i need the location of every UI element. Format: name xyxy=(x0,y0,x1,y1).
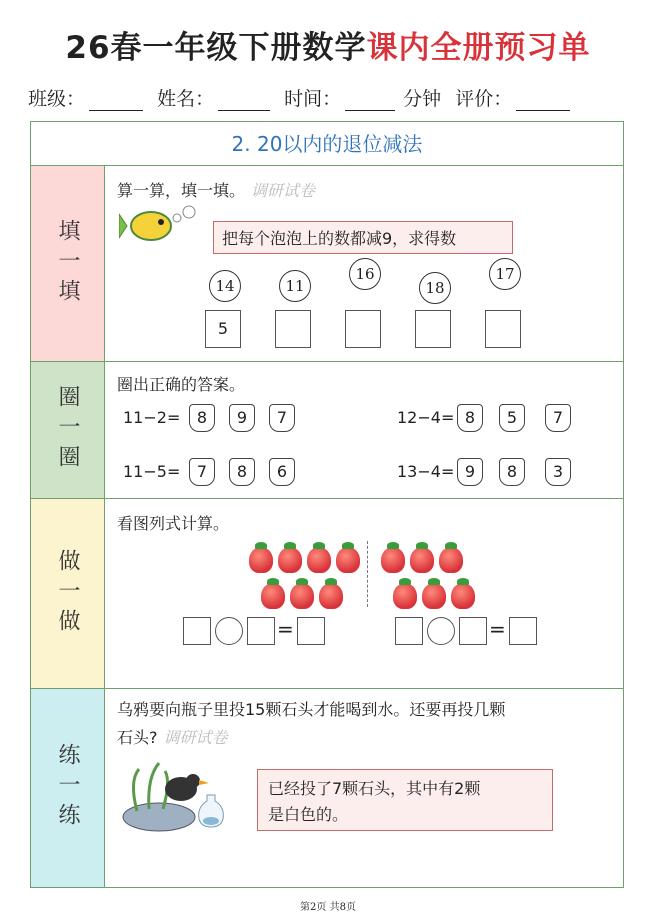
practice-question-line2: 石头? 调研试卷 xyxy=(117,728,228,747)
answer-box[interactable] xyxy=(485,310,521,348)
name-field[interactable] xyxy=(218,92,270,111)
strawberry-icon xyxy=(393,583,417,609)
name-label: 姓名： xyxy=(157,88,215,110)
strawberry-icon xyxy=(381,547,405,573)
worksheet-frame xyxy=(30,121,624,888)
fill-content xyxy=(105,166,623,361)
watermark: 调研试卷 xyxy=(163,728,228,747)
strawberry-icon xyxy=(290,583,314,609)
bubble: 14 xyxy=(209,270,241,302)
equation: 11−5= xyxy=(123,462,181,481)
strawberry-icon xyxy=(336,547,360,573)
page-title xyxy=(0,22,656,67)
page-footer: 第2页 共8页 xyxy=(300,902,356,913)
flower-option[interactable]: 8 xyxy=(189,404,215,432)
answer-box[interactable] xyxy=(345,310,381,348)
equation-box[interactable] xyxy=(459,617,487,645)
flower-option[interactable]: 7 xyxy=(189,458,215,486)
practice-question-line1: 乌鸦要向瓶子里投15颗石头才能喝到水。还要再投几颗 xyxy=(117,700,506,719)
circle-content xyxy=(105,362,623,498)
answer-box[interactable] xyxy=(415,310,451,348)
class-label: 班级： xyxy=(28,88,86,110)
watermark: 调研试卷 xyxy=(251,181,316,200)
time-field[interactable] xyxy=(345,92,395,111)
flower-option[interactable]: 8 xyxy=(457,404,483,432)
operator-circle[interactable] xyxy=(215,617,243,645)
bubble: 11 xyxy=(279,270,311,302)
row-fill xyxy=(31,166,623,362)
fish-icon xyxy=(119,204,199,248)
eval-label: 评价： xyxy=(455,88,513,110)
flower-option[interactable]: 9 xyxy=(457,458,483,486)
flower-option[interactable]: 6 xyxy=(269,458,295,486)
minute-label: 分钟 xyxy=(403,88,442,110)
flower-option[interactable]: 8 xyxy=(229,458,255,486)
side-label-do: 做一做 xyxy=(31,499,105,688)
practice-content xyxy=(105,689,623,887)
time-label: 时间： xyxy=(284,88,342,110)
fill-instruction: 算一算，填一填。 调研试卷 xyxy=(117,181,316,200)
equation-box[interactable] xyxy=(247,617,275,645)
equation: 12−4= xyxy=(397,408,455,427)
student-info-line xyxy=(28,84,578,111)
side-label-practice: 练一练 xyxy=(31,689,105,887)
strawberry-icon xyxy=(307,547,331,573)
flower-option[interactable]: 5 xyxy=(499,404,525,432)
strawberry-icon xyxy=(278,547,302,573)
equation-box[interactable] xyxy=(183,617,211,645)
bubble: 17 xyxy=(489,258,521,290)
fill-note: 把每个泡泡上的数都减9，求得数 xyxy=(213,221,513,254)
equation-box[interactable] xyxy=(509,617,537,645)
equation: 13−4= xyxy=(397,462,455,481)
bubble: 18 xyxy=(419,272,451,304)
strawberry-icon xyxy=(422,583,446,609)
answer-box[interactable] xyxy=(275,310,311,348)
equals-sign: = xyxy=(277,617,294,641)
do-instruction: 看图列式计算。 xyxy=(117,514,230,533)
equation-box[interactable] xyxy=(297,617,325,645)
class-field[interactable] xyxy=(89,92,143,111)
equation: 11−2= xyxy=(123,408,181,427)
strawberry-icon xyxy=(410,547,434,573)
section-title: 2. 20以内的退位减法 xyxy=(31,122,623,166)
bubble: 16 xyxy=(349,258,381,290)
strawberry-icon xyxy=(439,547,463,573)
do-content xyxy=(105,499,623,688)
equals-sign: = xyxy=(489,617,506,641)
operator-circle[interactable] xyxy=(427,617,455,645)
equation-box[interactable] xyxy=(395,617,423,645)
side-label-fill: 填一填 xyxy=(31,166,105,361)
row-do xyxy=(31,499,623,689)
answer-box[interactable]: 5 xyxy=(205,310,241,348)
flower-option[interactable]: 7 xyxy=(545,404,571,432)
title-accent: 课内全册预习单 xyxy=(366,30,591,66)
strawberry-icon xyxy=(261,583,285,609)
flower-option[interactable]: 7 xyxy=(269,404,295,432)
practice-note: 已经投了7颗石头，其中有2颗 是白色的。 xyxy=(257,769,553,831)
circle-instruction: 圈出正确的答案。 xyxy=(117,375,246,394)
flower-option[interactable]: 3 xyxy=(545,458,571,486)
flower-option[interactable]: 8 xyxy=(499,458,525,486)
row-circle xyxy=(31,362,623,499)
crow-bottle-icon xyxy=(119,751,231,833)
strawberry-icon xyxy=(249,547,273,573)
flower-option[interactable]: 9 xyxy=(229,404,255,432)
side-label-circle: 圈一圈 xyxy=(31,362,105,498)
strawberry-icon xyxy=(319,583,343,609)
title-main: 26春一年级下册数学 xyxy=(65,30,367,66)
row-practice xyxy=(31,689,623,887)
eval-field[interactable] xyxy=(516,92,570,111)
strawberry-icon xyxy=(451,583,475,609)
group-divider xyxy=(367,541,368,607)
